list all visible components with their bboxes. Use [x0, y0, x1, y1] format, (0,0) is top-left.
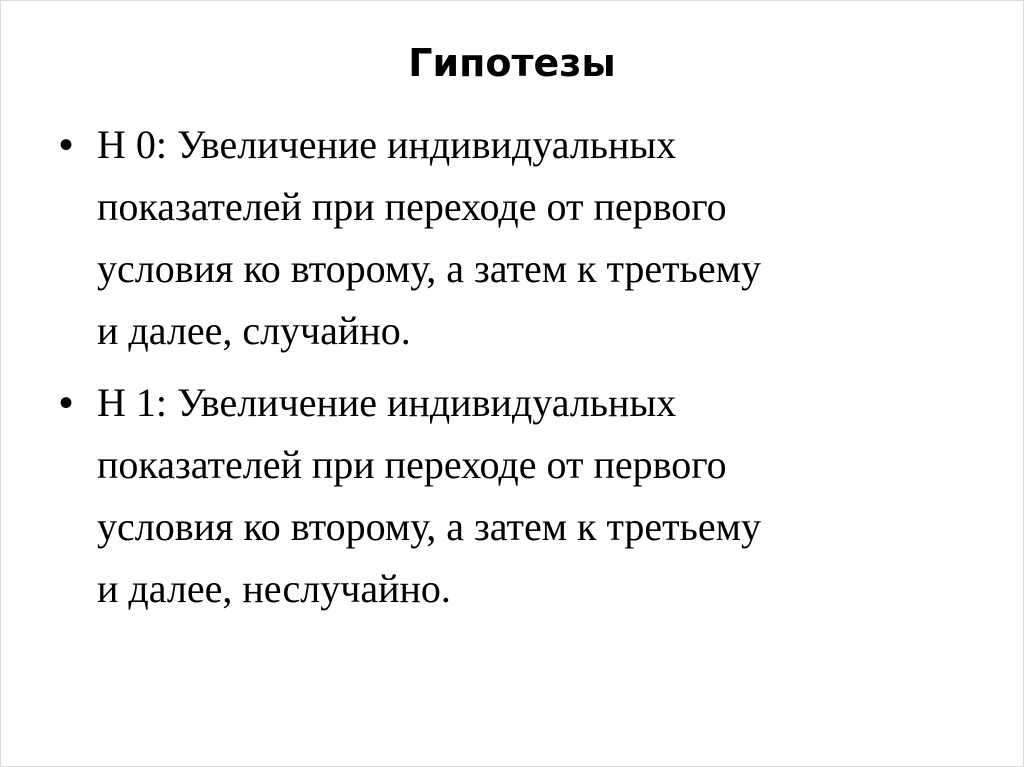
bullet-text-line: показателей при переходе от первого: [97, 442, 727, 487]
hypothesis-h0: [59, 114, 959, 362]
bullet-text-line: показателей при переходе от первого: [97, 184, 727, 229]
slide-title: Гипотезы: [408, 41, 616, 85]
bullet-text-line: и далее, неслучайно.: [97, 566, 451, 611]
bullet-text-line: и далее, случайно.: [97, 308, 411, 353]
bullet-icon: •: [59, 381, 74, 425]
hypothesis-h1: [59, 372, 959, 620]
bullet-text-line: Н 0: Увеличение индивидуальных: [97, 122, 677, 167]
bullet-text-line: условия ко второму, а затем к третьему: [97, 246, 761, 291]
bullet-icon: •: [59, 123, 74, 167]
bullet-text-line: условия ко второму, а затем к третьему: [97, 504, 761, 549]
bullet-list: [59, 114, 959, 630]
bullet-text-line: Н 1: Увеличение индивидуальных: [97, 380, 677, 425]
